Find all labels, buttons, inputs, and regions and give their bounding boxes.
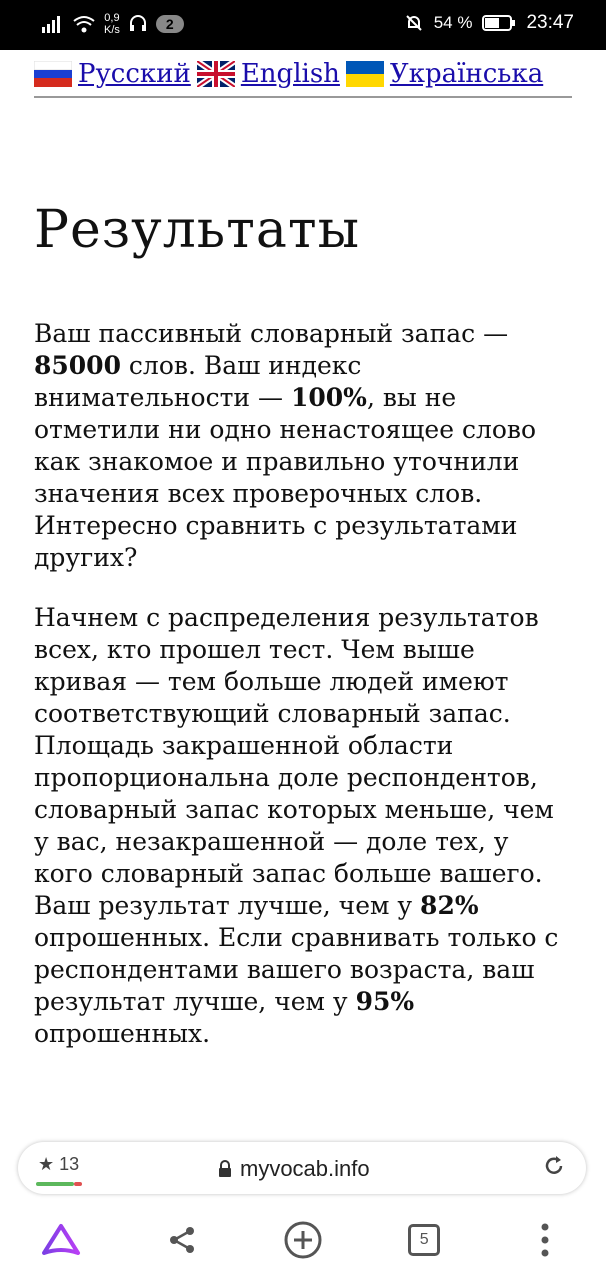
mute-bell-icon <box>404 13 424 33</box>
signal-icon <box>42 15 64 33</box>
tab-count: 5 <box>408 1224 440 1256</box>
language-label-russian[interactable]: Русский <box>78 59 191 89</box>
battery-icon <box>482 14 516 32</box>
lock-icon <box>218 1160 232 1178</box>
language-link-ukrainian[interactable] <box>346 59 543 89</box>
plus-circle-icon <box>283 1220 323 1260</box>
text-segment: опрошенных. Если сравнивать только с респондентами вашего возраста, ваш результат лучше, чем у <box>34 923 559 1016</box>
rating-bar-positive <box>36 1182 74 1186</box>
language-label-english[interactable]: English <box>240 59 340 89</box>
percentile-age: 95% <box>355 987 415 1016</box>
language-link-russian[interactable] <box>34 59 191 89</box>
clock: 23:47 <box>526 12 574 33</box>
flag-uk-icon <box>197 61 235 87</box>
status-bar <box>0 0 606 50</box>
flag-ukraine-icon <box>346 61 384 87</box>
share-icon <box>166 1224 198 1256</box>
url-text: myvocab.info <box>240 1156 370 1181</box>
network-speed: 0,9 K/s <box>104 12 120 36</box>
share-button[interactable] <box>152 1210 212 1270</box>
headset-icon <box>128 14 148 34</box>
text-segment: слов. Ваш индекс внимательности — <box>34 351 362 412</box>
language-selector <box>34 52 572 98</box>
menu-button[interactable] <box>515 1210 575 1270</box>
site-rating[interactable] <box>38 1154 79 1175</box>
browser-toolbar <box>0 1200 606 1280</box>
text-segment: опрошенных. <box>34 1019 211 1048</box>
text-segment: Начнем с распределения результатов всех, кто прошел тест. Чем выше кривая — тем больше людей имеют соответствующий словарный запас. Площадь закрашенной области пропорциональна доле респондентов, словарный запас которых меньше, чем у вас, незакрашенной — доле тех, у кого словарный запас больше вашего. Ваш результат лучше, чем у <box>34 603 554 920</box>
rating-count: 13 <box>59 1154 80 1174</box>
more-vertical-icon <box>539 1223 551 1257</box>
new-tab-button[interactable] <box>273 1210 333 1270</box>
language-link-english[interactable] <box>197 59 340 89</box>
notification-badge: 2 <box>156 15 184 33</box>
tabs-button[interactable] <box>394 1210 454 1270</box>
results-paragraph <box>34 318 574 574</box>
alice-button[interactable] <box>31 1210 91 1270</box>
wifi-icon <box>72 15 96 33</box>
star-icon: ★ <box>38 1154 55 1174</box>
reload-button[interactable] <box>542 1154 566 1185</box>
language-label-ukrainian[interactable]: Українська <box>389 59 544 89</box>
vocabulary-size: 85000 <box>34 351 121 380</box>
page-title: Результаты <box>34 200 360 260</box>
text-segment: , вы не отметили ни одно ненастоящее слово как знакомое и правильно уточнили значения всех проверочных слов. Интересно сравнить с результатами других? <box>34 383 537 572</box>
alice-icon <box>41 1223 81 1257</box>
percentile-all: 82% <box>420 891 479 920</box>
flag-russia-icon <box>34 61 72 87</box>
attention-index: 100% <box>290 383 367 412</box>
distribution-paragraph <box>34 602 574 1050</box>
battery-percent: 54 % <box>433 13 473 32</box>
reload-icon <box>542 1154 566 1178</box>
url-display[interactable] <box>218 1156 370 1182</box>
rating-bar-negative <box>74 1182 82 1186</box>
text-segment: Ваш пассивный словарный запас — <box>34 319 509 348</box>
address-bar[interactable] <box>18 1142 586 1194</box>
